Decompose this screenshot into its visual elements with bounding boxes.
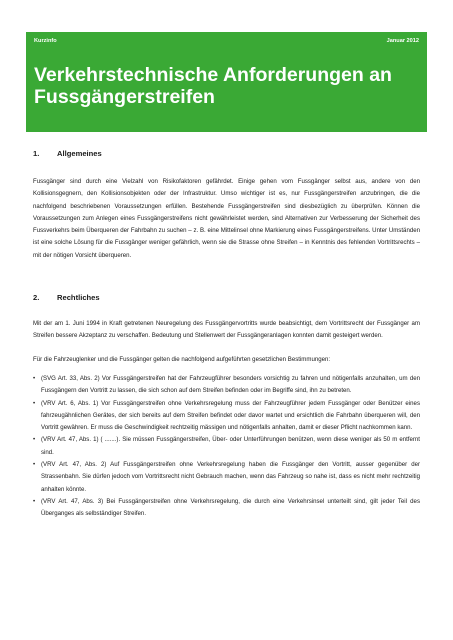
bullet-icon: • [33,461,36,469]
list-item [33,496,420,521]
list-item [33,459,420,496]
section-title: Rechtliches [57,293,100,302]
section-number: 2. [33,293,40,302]
section-title: Allgemeines [57,149,102,158]
list-item [33,373,420,398]
list-item [33,398,420,435]
page-title: Verkehrstechnische Anforderungen an Fussgängerstreifen [34,64,392,108]
doc-type-label: Kurzinfo [34,38,57,44]
list-item [33,434,420,459]
bullet-icon: • [33,436,36,444]
list-item-text: (VRV Art. 6, Abs. 1) Vor Fussgängerstreifen ohne Verkehrsregelung muss der Fahrzeugführer jedem Fussgänger oder Benützer eines fahrzeugähnlichen Gerätes, der sich bereits auf dem Streifen befindet oder davor wartet und ersichtlich die Fahrbahn überqueren will, den Vortritt gewähren. Er muss die Geschwindigkeit rechtzeitig mässigen und nötigenfalls anhalten, damit er dieser Pflicht nachkommen kann. [41,399,420,432]
list-item-text: (VRV Art. 47, Abs. 1) ( .......). Sie müssen Fussgängerstreifen, Über- oder Unterführungen benützen, wenn diese weniger als 50 m entfernt sind. [41,436,420,456]
paragraph-allgemeines: Fussgänger sind durch eine Vielzahl von Risikofaktoren gefährdet. Einige gehen vom Fussgänger selbst aus, andere von den Kollisionsgegnern, den Kollisionsobjekten oder der Infrastruktur. Umso wichtiger ist es, nur Fussgängerstreifen anzubringen, die die nachfolgend beschriebenen Voraussetzungen erfüllen. Bestehende Fussgängerstreifen sind diesbezüglich zu überprüfen. Können die Voraussetzungen zum Anlegen eines Fussgängerstreifens nicht gewährleistet werden, sind Alternativen zur Verbesserung der Sicherheit des Fussverkehrs beim Überqueren der Fahrbahn zu suchen – z. B. eine Mittelinsel ohne Markierung eines Fussgängerstreifens. Unter Umständen ist eine solche Lösung für die Fussgänger weniger gefährlich, wenn sie die Strasse ohne Streifen – in Kenntnis des fehlenden Vortrittsrechts – mit der nötigen Vorsicht überqueren. [33,178,420,259]
list-item-text: (VRV Art. 47, Abs. 3) Bei Fussgängerstreifen ohne Verkehrsregelung, die durch eine Verkehrsinsel unterteilt sind, gilt jeder Teil des Überganges als selbständiger Streifen. [41,497,420,518]
header-banner [26,32,427,132]
paragraph-rechtliches-intro: Mit der am 1. Juni 1994 in Kraft getretenen Neuregelung des Fussgängervortritts wurde beabsichtigt, dem Vortrittsrecht der Fussgänger am Streifen bessere Akzeptanz zu verschaffen. Bedeutung und Stellenwert der Fussgängeranlagen konnten damit gesteigert werden. [33,320,420,340]
list-item-text: (VRV Art. 47, Abs. 2) Auf Fussgängerstreifen ohne Verkehrsregelung haben die Fussgänger den Vortritt, ausser gegenüber der Strassenbahn. Sie dürfen jedoch vom Vortrittsrecht nicht Gebrauch machen, wenn das Fahrzeug so nahe ist, dass es nicht mehr rechtzeitig anhalten könnte. [41,461,420,493]
section-number: 1. [33,149,40,158]
list-item-text: (SVG Art. 33, Abs. 2) Vor Fussgängerstreifen hat der Fahrzeugführer besonders vorsichtig zu fahren und nötigenfalls anzuhalten, um den Fussgängern den Vortritt zu lassen, die sich schon auf dem Streifen befinden oder im Begriffe sind, ihn zu betreten. [41,375,420,395]
section-heading-allgemeines [33,149,102,158]
section-heading-rechtliches [33,293,100,302]
bullet-icon: • [33,399,36,407]
paragraph-rechtliches-lead: Für die Fahrzeuglenker und die Fussgänger gelten die nachfolgend aufgeführten gesetzlichen Bestimmungen: [33,356,331,363]
law-list [33,373,420,521]
bullet-icon: • [33,497,36,505]
bullet-icon: • [33,375,36,382]
doc-date: Januar 2012 [386,38,419,44]
